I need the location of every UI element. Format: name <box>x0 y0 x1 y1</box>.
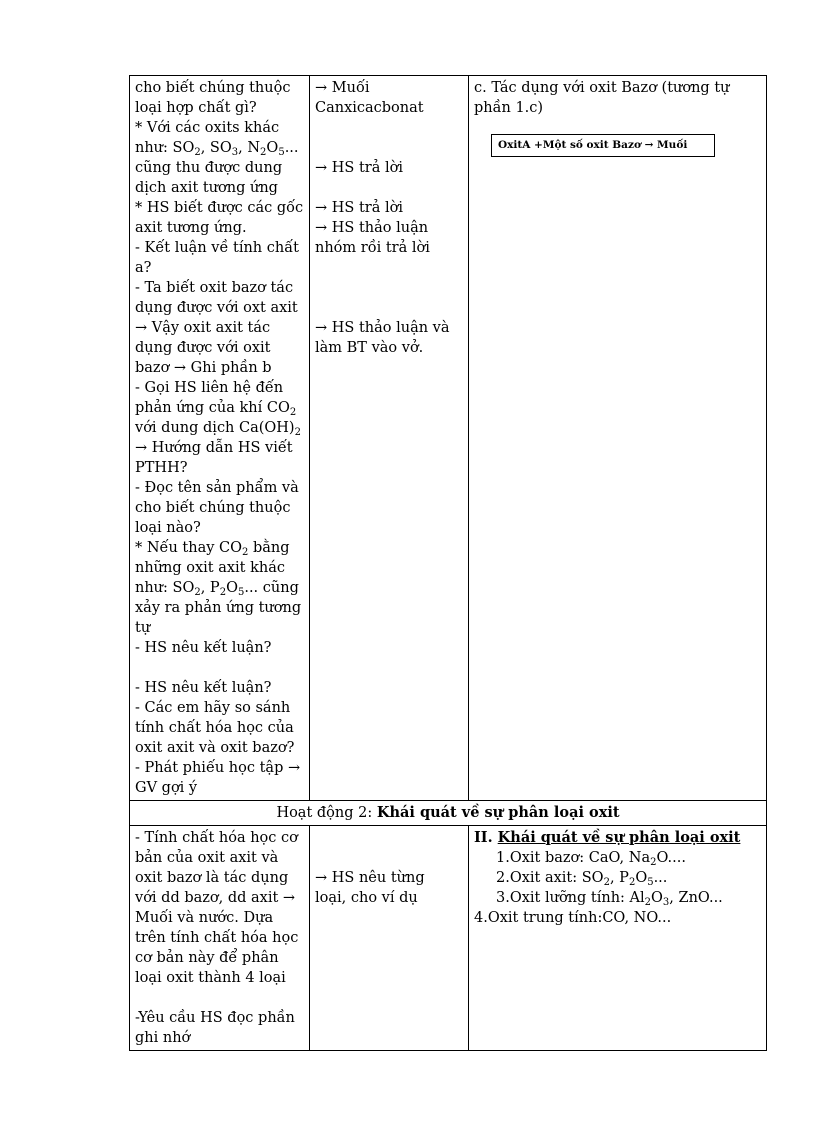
text-line <box>135 968 304 988</box>
text-line <box>135 948 304 968</box>
text-line <box>474 98 761 118</box>
subscript: 3 <box>231 147 239 158</box>
text-line <box>135 218 304 238</box>
text-line <box>315 218 463 238</box>
text-run: axit tương ứng. <box>135 220 247 236</box>
text-line <box>135 738 304 758</box>
text-run: - HS nêu kết luận? <box>135 640 272 656</box>
text-run: c. Tác dụng với oxit Bazơ (tương tự <box>474 80 730 96</box>
text-line <box>135 928 304 948</box>
text-line <box>135 118 304 138</box>
text-run: bằng <box>248 540 290 556</box>
text-line <box>135 478 304 498</box>
subscript: 2 <box>242 547 249 558</box>
text-line <box>135 1028 304 1048</box>
text-line <box>135 848 304 868</box>
text-run: với dd bazơ, dd axit → <box>135 890 296 906</box>
text-run: , ZnO... <box>669 890 723 906</box>
text-run: - Tính chất hóa học cơ <box>135 830 298 846</box>
subscript: 2 <box>260 147 267 158</box>
text-line <box>135 908 304 928</box>
text-run: O <box>226 580 238 596</box>
text-run: 4.Oxit trung tính:CO, NO... <box>474 910 672 926</box>
text-line <box>135 78 304 98</box>
text-run: → Hướng dẫn HS viết <box>135 440 293 456</box>
text-run: dụng được với oxt axit <box>135 300 298 316</box>
text-line <box>315 158 463 178</box>
reaction-box: OxitA +Một số oxit Bazơ → Muối <box>491 134 715 157</box>
text-run: - Kết luận về tính chất <box>135 240 299 256</box>
text-line <box>315 848 463 868</box>
text-run: * Với các oxits khác <box>135 120 280 136</box>
text-line <box>135 498 304 518</box>
text-line <box>315 118 463 138</box>
text-line <box>474 848 761 868</box>
text-run: ... <box>284 140 299 156</box>
text-run: dịch axit tương ứng <box>135 180 278 196</box>
text-line <box>315 828 463 848</box>
text-run: với dung dịch Ca(OH) <box>135 420 295 436</box>
text-run: cho biết chúng thuộc <box>135 80 291 96</box>
text-run: cho biết chúng thuộc <box>135 500 291 516</box>
text-run: → HS trả lời <box>315 200 403 216</box>
text-run: nhóm rồi trả lời <box>315 240 430 256</box>
text-run: → HS nêu từng <box>315 870 425 886</box>
text-line <box>135 258 304 278</box>
text-run: loại, cho ví dụ <box>315 890 418 906</box>
subscript: 5 <box>237 587 245 598</box>
text-line <box>474 908 761 928</box>
text-line <box>474 888 761 908</box>
subscript: 2 <box>603 877 610 888</box>
student-activity-cell <box>310 826 469 1051</box>
text-line <box>315 138 463 158</box>
text-line <box>315 178 463 198</box>
text-line <box>135 638 304 658</box>
text-run: O.... <box>656 850 686 866</box>
text-run: loại nào? <box>135 520 201 536</box>
text-run: bản của oxit axit và <box>135 850 279 866</box>
text-line <box>135 868 304 888</box>
text-line <box>135 698 304 718</box>
text-run: → HS trả lời <box>315 160 403 176</box>
text-line <box>315 338 463 358</box>
text-run: -Yêu cầu HS đọc phần <box>135 1010 295 1026</box>
text-line <box>135 138 304 158</box>
text-line <box>135 598 304 618</box>
activity-prefix: Hoạt động 2: <box>276 805 377 821</box>
subscript: 5 <box>278 147 285 158</box>
text-line <box>315 258 463 278</box>
text-line <box>135 358 304 378</box>
text-run: tự <box>135 620 151 636</box>
text-run: Canxicacbonat <box>315 100 424 116</box>
subscript: 2 <box>294 427 301 438</box>
text-line <box>135 338 304 358</box>
table-row <box>130 801 767 826</box>
text-run: * Nếu thay CO <box>135 540 243 556</box>
text-run: a? <box>135 260 152 276</box>
subscript: 2 <box>219 587 227 598</box>
teacher-activity-cell <box>130 76 310 801</box>
subscript: 2 <box>289 407 297 418</box>
text-run: , P <box>200 580 220 596</box>
text-run: 1.Oxit bazơ: CaO, Na <box>496 850 651 866</box>
text-run: xảy ra phản ứng tương <box>135 600 302 616</box>
text-run: ... <box>653 870 668 886</box>
text-line <box>135 198 304 218</box>
text-line <box>135 518 304 538</box>
text-run: phản ứng của khí CO <box>135 400 290 416</box>
text-run: ... cũng <box>244 580 299 596</box>
text-run: → Vậy oxit axit tác <box>135 320 271 336</box>
text-line <box>315 198 463 218</box>
text-run: - Đọc tên sản phẩm và <box>135 480 299 496</box>
text-line <box>135 778 304 798</box>
subscript: 2 <box>628 877 636 888</box>
text-run: - Các em hãy so sánh <box>135 700 291 716</box>
text-run: - Phát phiếu học tập → <box>135 760 301 776</box>
text-run: oxit bazơ là tác dụng <box>135 870 289 886</box>
text-line <box>135 988 304 1008</box>
text-line <box>135 438 304 458</box>
text-run: phần 1.c) <box>474 100 544 116</box>
text-run: oxit axit và oxit bazơ? <box>135 740 295 756</box>
text-line <box>135 678 304 698</box>
text-run: , P <box>609 870 629 886</box>
text-run: O <box>635 870 648 886</box>
student-activity-cell <box>310 76 469 801</box>
text-run: ghi nhớ <box>135 1030 191 1046</box>
text-run: * HS biết được các gốc <box>135 200 304 216</box>
text-line <box>135 538 304 558</box>
text-run: cũng thu được dung <box>135 160 283 176</box>
text-run: loại hợp chất gì? <box>135 100 257 116</box>
text-line <box>315 868 463 888</box>
text-run: cơ bản này để phân <box>135 950 279 966</box>
text-line <box>135 418 304 438</box>
text-line <box>315 318 463 338</box>
text-line <box>135 718 304 738</box>
subscript: 2 <box>194 587 201 598</box>
text-run: GV gợi ý <box>135 780 198 796</box>
text-line <box>315 238 463 258</box>
text-line <box>135 658 304 678</box>
text-run: trên tính chất hóa học <box>135 930 299 946</box>
text-run: - Gọi HS liên hệ đến <box>135 380 284 396</box>
subscript: 5 <box>647 877 654 888</box>
text-line <box>315 298 463 318</box>
text-line <box>135 558 304 578</box>
text-line <box>135 318 304 338</box>
text-line <box>135 398 304 418</box>
content-cell <box>469 76 767 801</box>
text-run: 2.Oxit axit: SO <box>496 870 604 886</box>
subscript: 2 <box>194 147 201 158</box>
text-line <box>474 78 761 98</box>
text-run: → Muối <box>315 80 370 96</box>
text-line <box>135 618 304 638</box>
text-run: những oxit axit khác <box>135 560 286 576</box>
text-line <box>474 868 761 888</box>
text-line <box>135 98 304 118</box>
table-row <box>130 826 767 1051</box>
text-run: loại oxit thành 4 loại <box>135 970 286 986</box>
table-row <box>130 76 767 801</box>
subscript: 2 <box>644 897 652 908</box>
activity-heading <box>130 801 767 826</box>
text-run: như: SO <box>135 140 195 156</box>
text-run: → HS thảo luận <box>315 220 429 236</box>
text-line <box>315 98 463 118</box>
text-run: , N <box>238 140 261 156</box>
text-line <box>135 378 304 398</box>
text-run: Muối và nước. Dựa <box>135 910 274 926</box>
teacher-activity-cell <box>130 826 310 1051</box>
text-run: tính chất hóa học của <box>135 720 294 736</box>
text-line <box>135 278 304 298</box>
text-run: O <box>651 890 663 906</box>
content-cell <box>469 826 767 1051</box>
text-line <box>135 828 304 848</box>
text-run: → HS thảo luận và <box>315 320 450 336</box>
text-run: như: SO <box>135 580 195 596</box>
text-run: , SO <box>200 140 232 156</box>
text-line <box>135 758 304 778</box>
text-line <box>315 888 463 908</box>
text-line <box>135 298 304 318</box>
text-run: bazơ → Ghi phần b <box>135 360 272 376</box>
text-line <box>135 888 304 908</box>
text-run: PTHH? <box>135 460 188 476</box>
section-title: II. Khái quát về sự phân loại oxit <box>474 829 741 846</box>
subscript: 2 <box>650 857 657 868</box>
text-run: làm BT vào vở. <box>315 340 424 356</box>
text-run: - Ta biết oxit bazơ tác <box>135 280 294 296</box>
text-run: 3.Oxit lưỡng tính: Al <box>496 890 645 906</box>
lesson-table <box>129 75 767 1051</box>
text-line <box>315 278 463 298</box>
text-run: - HS nêu kết luận? <box>135 680 272 696</box>
text-line <box>135 1008 304 1028</box>
activity-title: Khái quát về sự phân loại oxit <box>376 804 620 821</box>
text-line <box>135 158 304 178</box>
text-line <box>135 458 304 478</box>
text-run: dụng được với oxit <box>135 340 271 356</box>
text-run: O <box>266 140 279 156</box>
text-line <box>135 238 304 258</box>
subscript: 3 <box>662 897 670 908</box>
text-line <box>315 78 463 98</box>
text-line <box>135 578 304 598</box>
text-line <box>135 178 304 198</box>
